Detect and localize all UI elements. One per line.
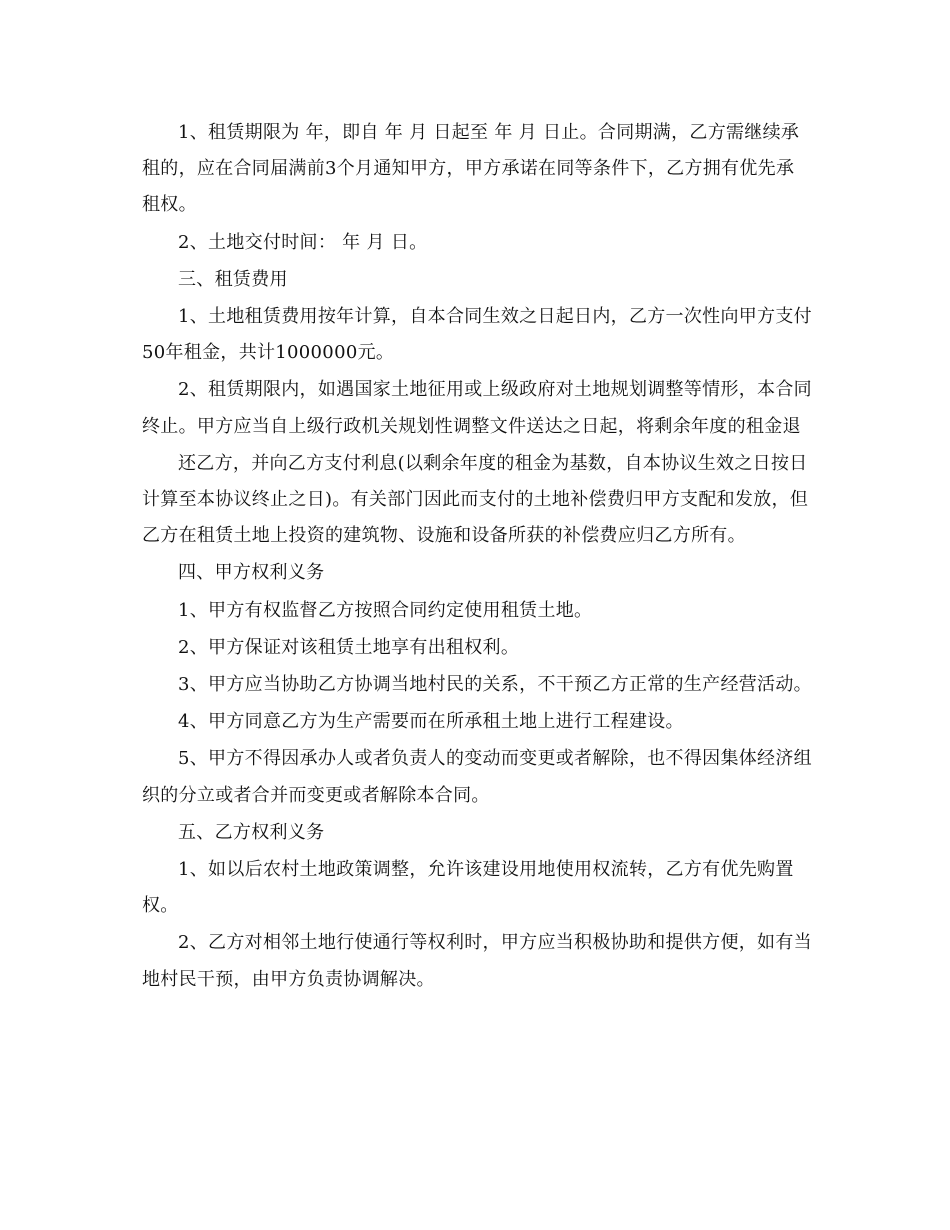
clause-party-a-no-change: 5、甲方不得因承办人或者负责人的变动而变更或者解除，也不得因集体经济组织的分立或者合并而变更或者解除本合同。: [142, 748, 812, 806]
clause-party-a-guarantee: 2、甲方保证对该租赁土地享有出租权利。: [178, 636, 520, 658]
clause-party-a-coordination: 3、甲方应当协助乙方协调当地村民的关系，不干预乙方正常的生产经营活动。: [178, 674, 812, 696]
clause-lease-term: 1、租赁期限为 年，即自 年 月 日起至 年 月 日止。合同期满，乙方需继续承租的，应在合同届满前3个月通知甲方，甲方承诺在同等条件下，乙方拥有优先承租权。: [142, 122, 800, 216]
section-heading-party-a: 四、甲方权利义务: [178, 562, 325, 584]
section-heading-party-b: 五、乙方权利义务: [178, 821, 325, 843]
clause-land-delivery-time: 2、土地交付时间： 年 月 日。: [178, 231, 428, 253]
clause-rent-payment: 1、土地租赁费用按年计算，自本合同生效之日起日内，乙方一次性向甲方支付50年租金，共计1000000元。: [142, 306, 812, 364]
clause-party-b-access-rights: 2、乙方对相邻土地行使通行等权利时，甲方应当积极协助和提供方便，如有当地村民干预，由甲方负责协调解决。: [142, 932, 812, 990]
clause-early-termination: 2、租赁期限内，如遇国家土地征用或上级政府对土地规划调整等情形，本合同终止。甲方应当自上级行政机关规划性调整文件送达之日起，将剩余年度的租金退: [142, 379, 812, 437]
clause-refund-interest: 还乙方，并向乙方支付利息(以剩余年度的租金为基数，自本协议生效之日按日 计算至本协议终止之日)。有关部门因此而支付的土地补偿费归甲方支配和发放，但乙方在租赁土地上投资的建筑物、设施和设备所获的补偿费应归乙方所有。: [142, 452, 809, 547]
document-body: [142, 115, 812, 999]
clause-party-a-construction: 4、甲方同意乙方为生产需要而在所承租土地上进行工程建设。: [178, 711, 684, 733]
clause-party-a-supervision: 1、甲方有权监督乙方按照合同约定使用租赁土地。: [178, 599, 593, 621]
clause-party-b-priority-purchase: 1、如以后农村土地政策调整，允许该建设用地使用权流转，乙方有优先购置权。: [142, 859, 794, 917]
section-heading-rent: 三、租赁费用: [178, 268, 288, 290]
